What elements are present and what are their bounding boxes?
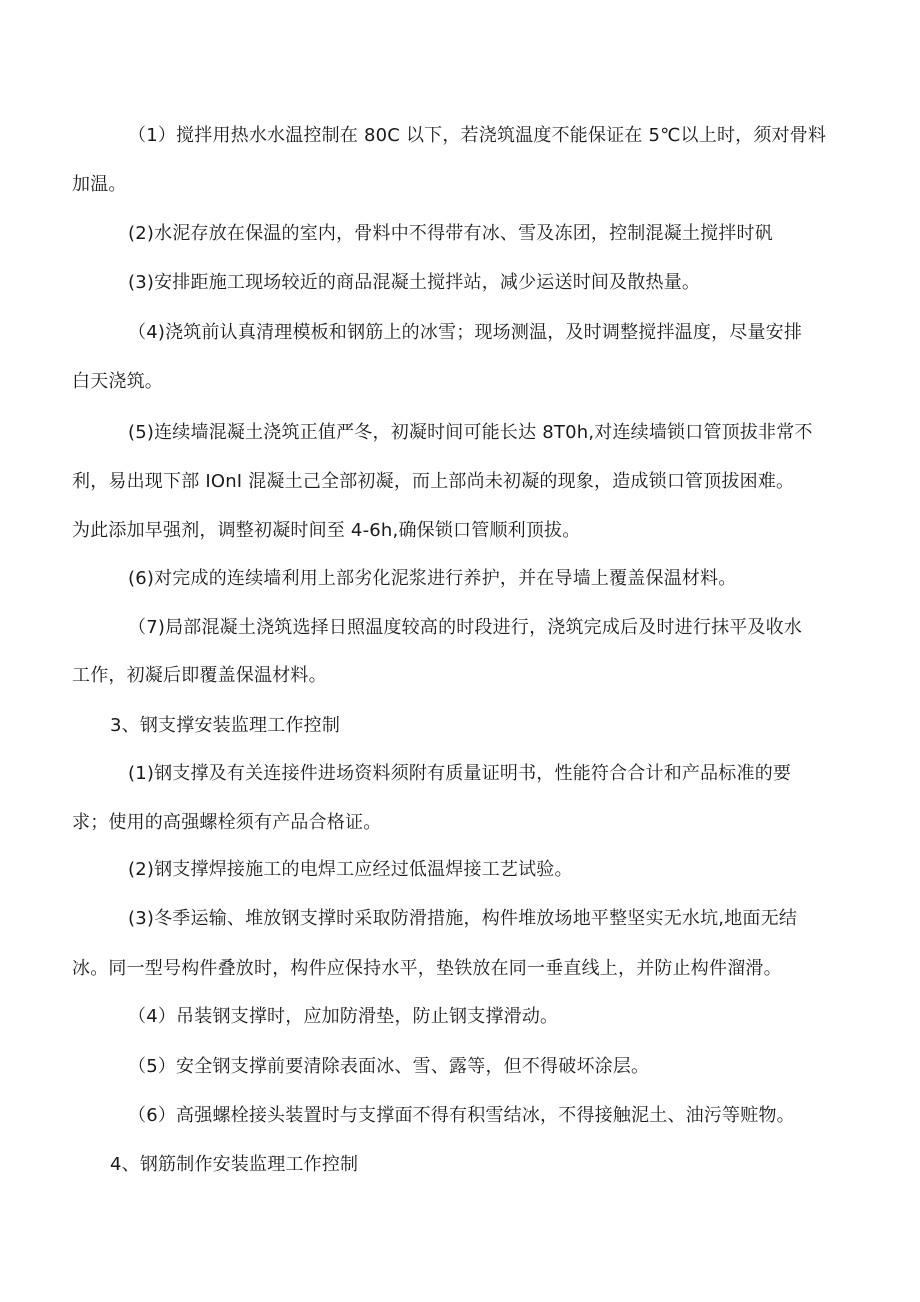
text-line: 冰。同一型号构件叠放时，构件应保持水平，垫铁放在同一垂直线上，并防止构件溜滑。 [72,958,782,979]
text-line: (1)钢支撑及有关连接件进场资料须附有质量证明书，性能符合合计和产品标准的要 [128,763,792,784]
text-line: （7)局部混凝土浇筑选择日照温度较高的时段进行，浇筑完成后及时进行抹平及收水 [128,617,803,638]
text-line: (3)安排距施工现场较近的商品混凝土搅拌站，减少运送时间及散热量。 [128,272,701,293]
text-line: (2)钢支撑焊接施工的电焊工应经过低温焊接工艺试验。 [128,859,573,880]
text-line: （6）高强螺栓接头装置时与支撑面不得有积雪结冰，不得接触泥土、油污等赃物。 [128,1105,795,1126]
text-line: （4)浇筑前认真清理模板和钢筋上的冰雪；现场测温，及时调整搅拌温度，尽量安排 [128,322,803,343]
text-line: (2)水泥存放在保温的室内，骨料中不得带有冰、雪及冻团，控制混凝土搅拌时矾 [128,223,773,244]
text-line: （1）搅拌用热水水温控制在 80C 以下，若浇筑温度不能保证在 5℃以上时，须对骨料 [128,125,827,146]
text-line: 白天浇筑。 [72,371,163,392]
text-line: （4）吊装钢支撑时，应加防滑垫，防止钢支撑滑动。 [128,1006,559,1027]
text-line: 工作，初凝后即覆盖保温材料。 [72,665,327,686]
text-line: （5）安全钢支撑前要清除表面冰、雪、露等，但不得破坏涂层。 [128,1056,650,1077]
section-heading: 3、钢支撑安装监理工作控制 [110,715,341,736]
text-line: (3)冬季运输、堆放钢支撑时采取防滑措施，构件堆放场地平整坚实无水坑,地面无结 [128,908,798,929]
text-line: 为此添加早强剂，调整初凝时间至 4-6h,确保锁口管顺利顶拔。 [72,520,581,541]
section-heading: 4、钢筋制作安装监理工作控制 [110,1154,359,1175]
text-line: 利，易出现下部 IOnI 混凝土己全部初凝，而上部尚未初凝的现象，造成锁口管顶拔困难。 [72,471,795,492]
text-line: 求；使用的高强螺栓须有产品合格证。 [72,812,382,833]
text-line: 加温。 [72,174,127,195]
text-line: (6)对完成的连续墙利用上部劣化泥浆进行养护，并在导墙上覆盖保温材料。 [128,568,737,589]
text-line: (5)连续墙混凝土浇筑正值严冬，初凝时间可能长达 8T0h,对连续墙锁口管顶拔非常不 [128,422,813,443]
